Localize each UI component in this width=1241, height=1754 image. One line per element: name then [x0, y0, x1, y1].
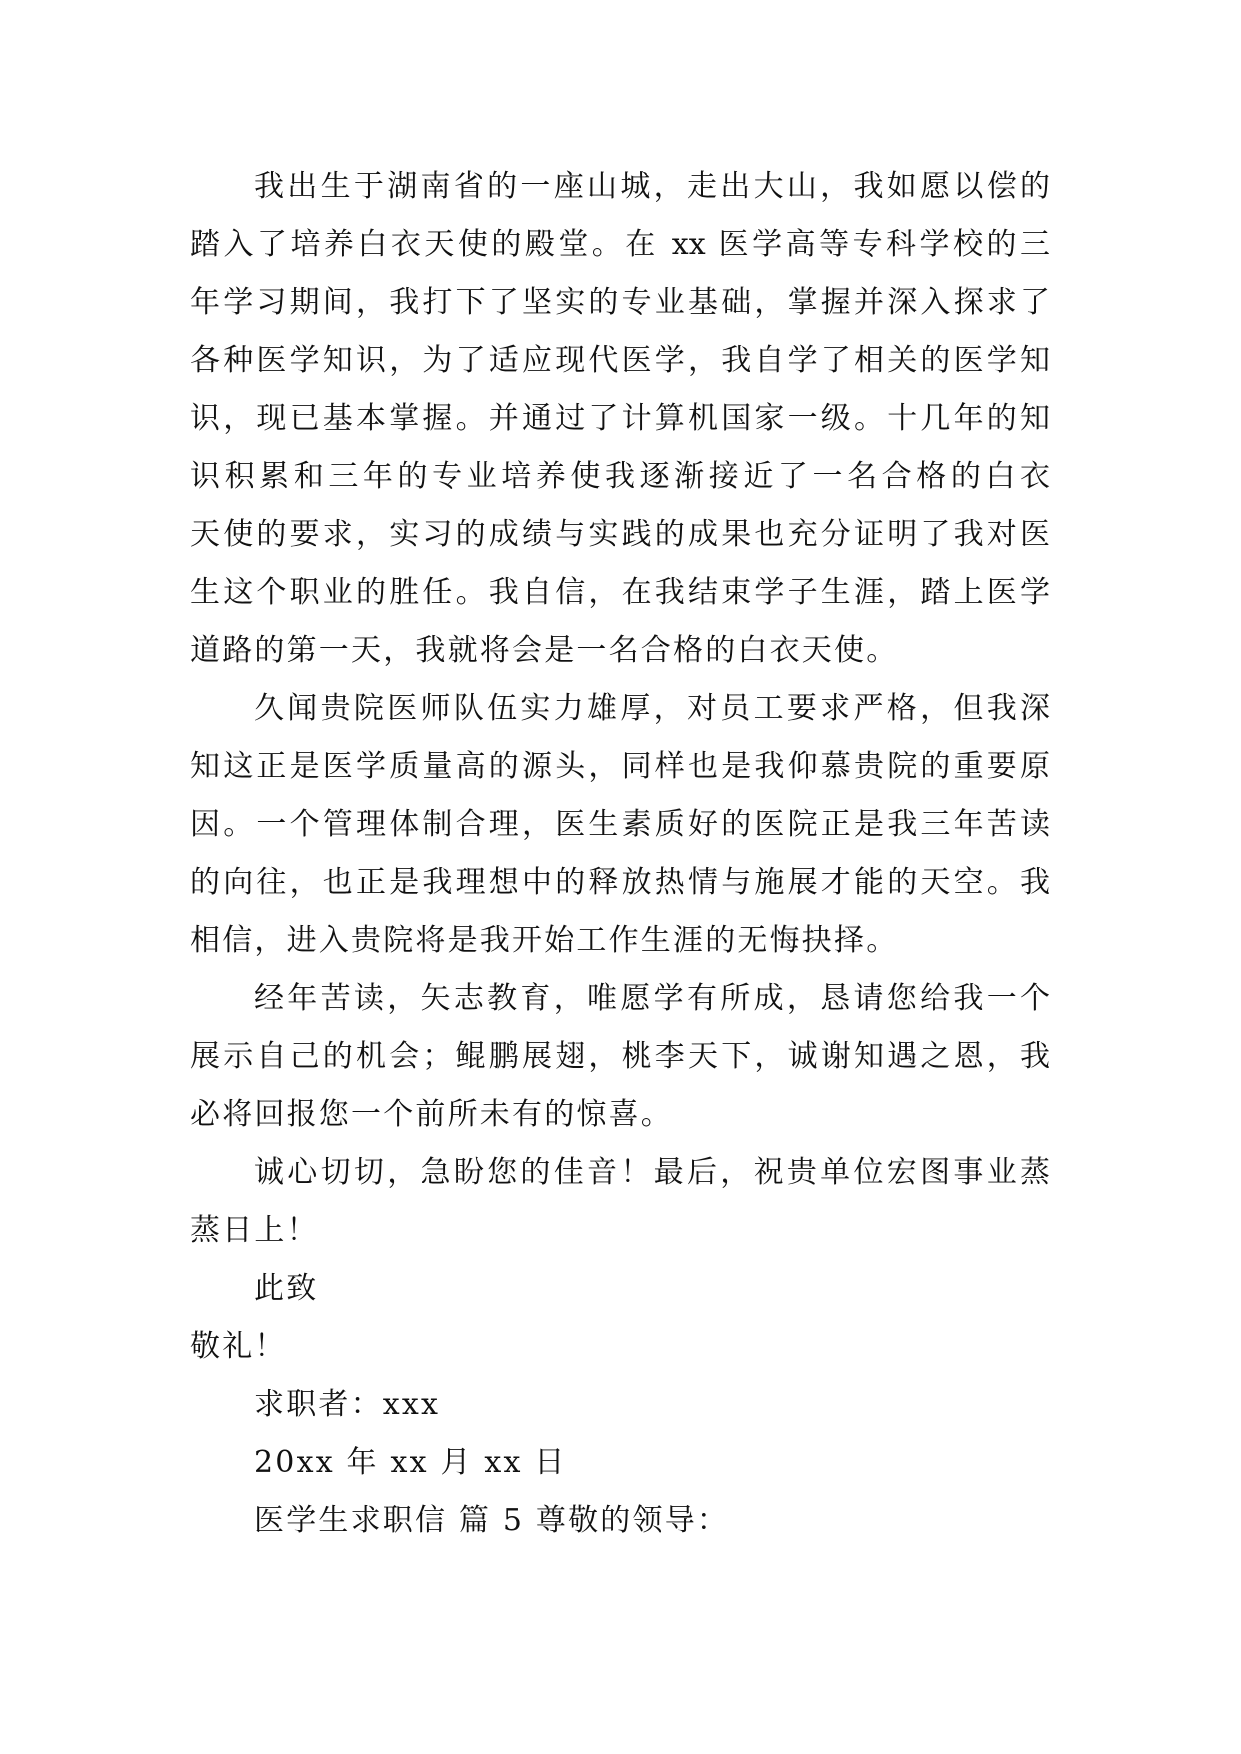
signature-date: 20xx 年 xx 月 xx 日 [254, 1445, 567, 1480]
next-section-heading: 医学生求职信 篇 5 尊敬的领导： [254, 1503, 730, 1538]
closing-wish: 蒸日上！ [190, 1213, 319, 1248]
paragraph-line: 的向往，也正是我理想中的释放热情与施展才能的天空。我 [190, 865, 1050, 900]
paragraph-line: 相信，进入贵院将是我开始工作生涯的无悔抉择。 [190, 923, 899, 958]
salutation-regards: 敬礼！ [190, 1329, 287, 1364]
salutation-close: 此致 [254, 1271, 319, 1306]
paragraph-line: 识，现已基本掌握。并通过了计算机国家一级。十几年的知 [190, 401, 1050, 436]
paragraph-line: 踏入了培养白衣天使的殿堂。在 xx 医学高等专科学校的三 [190, 227, 1050, 262]
closing-wish: 诚心切切，急盼您的佳音！最后，祝贵单位宏图事业蒸 [254, 1155, 1050, 1190]
paragraph-line: 我出生于湖南省的一座山城，走出大山，我如愿以偿的 [254, 169, 1050, 204]
paragraph-line: 久闻贵院医师队伍实力雄厚，对员工要求严格，但我深 [254, 691, 1050, 726]
paragraph-line: 知这正是医学质量高的源头，同样也是我仰慕贵院的重要原 [190, 749, 1050, 784]
paragraph-line: 年学习期间，我打下了坚实的专业基础，掌握并深入探求了 [190, 285, 1050, 320]
paragraph-line: 识积累和三年的专业培养使我逐渐接近了一名合格的白衣 [190, 459, 1050, 494]
paragraph-line: 生这个职业的胜任。我自信，在我结束学子生涯，踏上医学 [190, 575, 1050, 610]
paragraph-line: 必将回报您一个前所未有的惊喜。 [190, 1097, 673, 1132]
paragraph-line: 经年苦读，矢志教育，唯愿学有所成，恳请您给我一个 [254, 981, 1050, 1016]
paragraph-line: 因。一个管理体制合理，医生素质好的医院正是我三年苦读 [190, 807, 1050, 842]
paragraph-line: 各种医学知识，为了适应现代医学，我自学了相关的医学知 [190, 343, 1050, 378]
signature-applicant: 求职者：xxx [254, 1387, 441, 1422]
paragraph-line: 天使的要求，实习的成绩与实践的成果也充分证明了我对医 [190, 517, 1050, 552]
letter-body [190, 158, 1050, 1550]
paragraph-line: 展示自己的机会；鲲鹏展翅，桃李天下，诚谢知遇之恩，我 [190, 1039, 1050, 1074]
paragraph-line: 道路的第一天，我就将会是一名合格的白衣天使。 [190, 633, 899, 668]
